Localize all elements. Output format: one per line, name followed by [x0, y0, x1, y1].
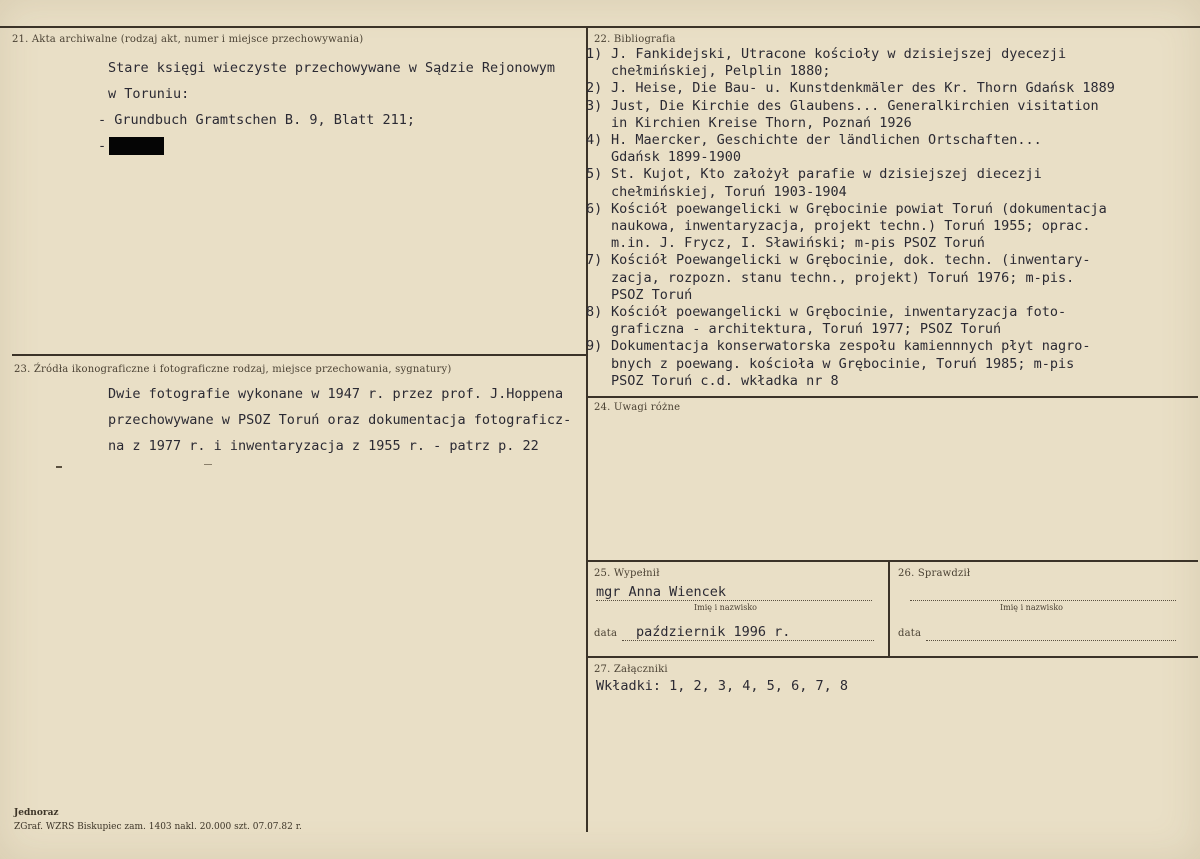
section-21-label: 21. Akta archiwalne (rodzaj akt, numer i miejsce przechowywania) [12, 34, 364, 45]
redaction-bar [109, 137, 164, 155]
bibliography-item-number: 2) [586, 80, 603, 97]
section-21-line: Stare księgi wieczyste przechowywane w Sądzie Rejonowym [108, 60, 556, 76]
section-24-label: 24. Uwagi różne [594, 402, 681, 413]
bibliography-item-line: Just, Die Kirchie des Glaubens... Generalkirchien visitation [611, 97, 1099, 114]
section-21-line: - Grundbuch Gramtschen B. 9, Blatt 211; [98, 112, 415, 128]
bibliography-item-line: St. Kujot, Kto założył parafie w dzisiejszej diecezji [611, 166, 1042, 183]
checked-by-name-line [910, 600, 1176, 601]
ink-mark [204, 464, 212, 465]
section-22-label: 22. Bibliografia [594, 34, 676, 45]
bibliography-item-line: zacja, rozpozn. stanu techn., projekt) Toruń 1976; m-pis. [611, 269, 1075, 286]
bibliography-item-number: 1) [586, 46, 603, 62]
filled-by-name: mgr Anna Wiencek [596, 584, 727, 600]
section-26-label: 26. Sprawdził [898, 568, 971, 579]
checked-by-date-label: data [898, 628, 922, 639]
divider-22-24 [586, 396, 1198, 398]
bibliography-item-line: naukowa, inwentaryzacja, projekt techn.) Toruń 1955; oprac. [611, 218, 1091, 234]
ink-mark [56, 466, 62, 468]
bibliography-item-line: Kościół poewangelicki w Grębocinie powiat Toruń (dokumentacja [611, 200, 1107, 217]
bibliography-item-number: 8) [586, 304, 603, 320]
filled-by-date-label: data [594, 628, 618, 639]
divider-24-25 [586, 560, 1198, 562]
filled-by-date: październik 1996 r. [636, 624, 791, 640]
bibliography-item-line: H. Maercker, Geschichte der ländlichen Ortschaften... [611, 132, 1042, 148]
bibliography-item-line: chełmińskiej, Toruń 1903-1904 [611, 183, 847, 200]
bibliography-item-line: in Kirchien Kreise Thorn, Poznań 1926 [611, 114, 912, 131]
bibliography-item-line: graficzna - architektura, Toruń 1977; PSOZ Toruń [611, 321, 1002, 338]
bibliography-item-line: PSOZ Toruń [611, 286, 693, 303]
section-23-label: 23. Źródła ikonograficzne i fotograficzne rodzaj, miejsce przechowania, sygnatury) [14, 364, 452, 375]
bibliography-item-number: 6) [586, 200, 603, 217]
filled-by-date-line [622, 640, 874, 641]
divider-25-26 [888, 560, 890, 656]
section-23-line: przechowywane w PSOZ Toruń oraz dokumentacja fotograficz- [108, 412, 572, 428]
top-border [0, 26, 1200, 28]
section-21-line: w Toruniu: [108, 86, 190, 102]
bibliography-item-number: 5) [586, 166, 603, 183]
section-27-label: 27. Załączniki [594, 664, 668, 675]
checked-by-name-caption: Imię i nazwisko [1000, 603, 1063, 612]
bibliography-item-line: Kościół poewangelicki w Grębocinie, inwentaryzacja foto- [611, 304, 1067, 320]
bibliography-item-number: 4) [586, 132, 603, 148]
bibliography-item-number: 3) [586, 97, 603, 114]
filled-by-name-line [596, 600, 872, 601]
bibliography-item-line: chełmińskiej, Pelplin 1880; [611, 63, 831, 80]
divider-21-23 [12, 354, 586, 356]
footer-printer-info: ZGraf. WZRS Biskupiec zam. 1403 nakl. 20.000 szt. 07.07.82 r. [14, 822, 302, 832]
bibliography-item-line: bnych z poewang. kościoła w Grębocinie, Toruń 1985; m-pis [611, 355, 1075, 372]
checked-by-date-line [926, 640, 1176, 641]
section-25-label: 25. Wypełnił [594, 568, 660, 579]
divider-25-27 [586, 656, 1198, 658]
bibliography-item-line: J. Heise, Die Bau- u. Kunstdenkmäler des Kr. Thorn Gdańsk 1889 [611, 80, 1115, 97]
section-23-line: Dwie fotografie wykonane w 1947 r. przez prof. J.Hoppena [108, 386, 564, 402]
bibliography-item-line: Kościół Poewangelicki w Grębocinie, dok. techn. (inwentary- [611, 252, 1091, 269]
bibliography-item-line: J. Fankidejski, Utracone kościoły w dzisiejszej dyecezji [611, 46, 1067, 62]
section-21-line: - [98, 138, 107, 154]
bibliography-item-line: Gdańsk 1899-1900 [611, 149, 742, 166]
section-23-line: na z 1977 r. i inwentaryzacja z 1955 r. - patrz p. 22 [108, 438, 539, 454]
bibliography-item-number: 7) [586, 252, 603, 269]
filled-by-name-caption: Imię i nazwisko [694, 603, 757, 612]
bibliography-item-line: PSOZ Toruń c.d. wkładka nr 8 [611, 372, 839, 389]
bibliography-item-number: 9) [586, 338, 603, 355]
attachments-value: Wkładki: 1, 2, 3, 4, 5, 6, 7, 8 [596, 678, 848, 694]
bibliography-item-line: m.in. J. Frycz, I. Sławiński; m-pis PSOZ Toruń [611, 235, 985, 252]
footer-title: Jednoraz [14, 808, 59, 818]
bibliography-item-line: Dokumentacja konserwatorska zespołu kamiennnych płyt nagro- [611, 338, 1091, 355]
